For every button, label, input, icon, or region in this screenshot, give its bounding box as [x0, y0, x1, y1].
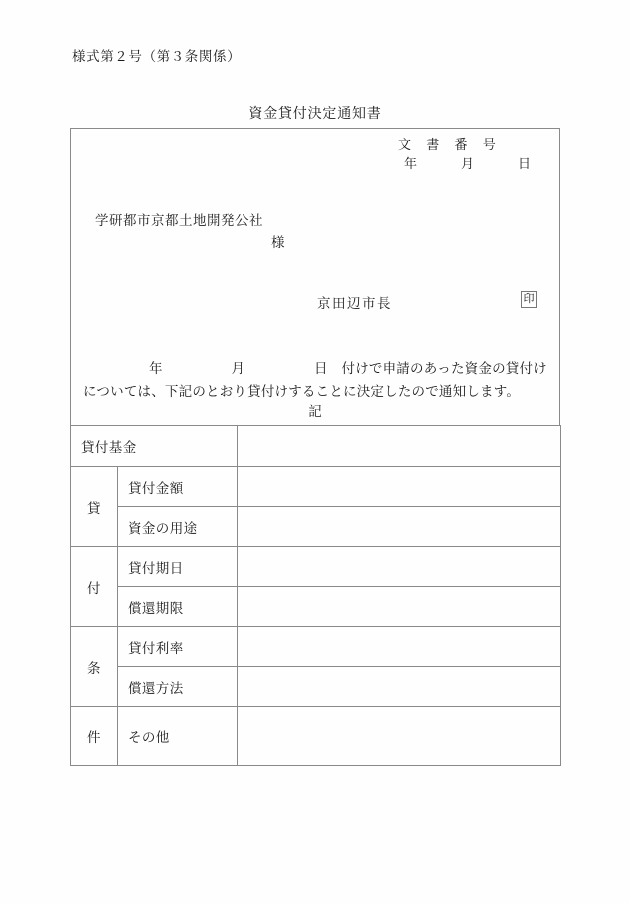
fund-value-cell[interactable]	[238, 426, 561, 467]
table-row	[71, 467, 561, 507]
condition-label-cell: 償還期限	[118, 587, 238, 627]
recipient-honorific: 様	[271, 235, 285, 250]
note-heading: 記	[308, 404, 322, 419]
seal-stamp-icon: 印	[521, 291, 537, 308]
condition-label-cell: 貸付利率	[118, 627, 238, 667]
condition-label-cell: 貸付期日	[118, 547, 238, 587]
fund-label-cell: 貸付基金	[71, 426, 238, 467]
body-paragraph	[83, 357, 547, 403]
recipient-name: 学研都市京都土地開発公社	[95, 213, 263, 228]
condition-label-cell: 償還方法	[118, 667, 238, 707]
condition-value-cell[interactable]	[238, 707, 561, 766]
condition-value-cell[interactable]	[238, 507, 561, 547]
table-row	[71, 667, 561, 707]
table-row	[71, 507, 561, 547]
table-row	[71, 547, 561, 587]
loan-decision-table	[70, 425, 561, 766]
condition-label-cell: 資金の用途	[118, 507, 238, 547]
table-row	[71, 587, 561, 627]
letter-body-box	[70, 128, 560, 425]
condition-value-cell[interactable]	[238, 467, 561, 507]
condition-value-cell[interactable]	[238, 587, 561, 627]
condition-label-cell: その他	[118, 707, 238, 766]
table-row	[71, 627, 561, 667]
issuer-name: 京田辺市長	[317, 296, 392, 311]
document-title: 資金貸付決定通知書	[248, 107, 382, 122]
table-row	[71, 426, 561, 467]
vertical-label-char-4: 件	[71, 707, 118, 766]
body-date-prefix: 年 月 日	[149, 361, 342, 376]
vertical-label-char-2: 付	[71, 547, 118, 627]
document-number-block	[398, 135, 537, 173]
condition-value-cell[interactable]	[238, 627, 561, 667]
document-number-label: 文 書 番 号	[397, 137, 502, 152]
document-date-label: 年 月 日	[403, 156, 537, 171]
vertical-label-char-1: 貸	[71, 467, 118, 547]
table-row	[71, 707, 561, 766]
condition-label-cell: 貸付金額	[118, 467, 238, 507]
body-text: 付けで申請のあった資金の貸付けについては、下記のとおり貸付けすることに決定したので通知します。	[83, 361, 547, 399]
form-number: 様式第２号（第３条関係）	[72, 49, 242, 64]
vertical-label-char-3: 条	[71, 627, 118, 707]
condition-value-cell[interactable]	[238, 547, 561, 587]
condition-value-cell[interactable]	[238, 667, 561, 707]
